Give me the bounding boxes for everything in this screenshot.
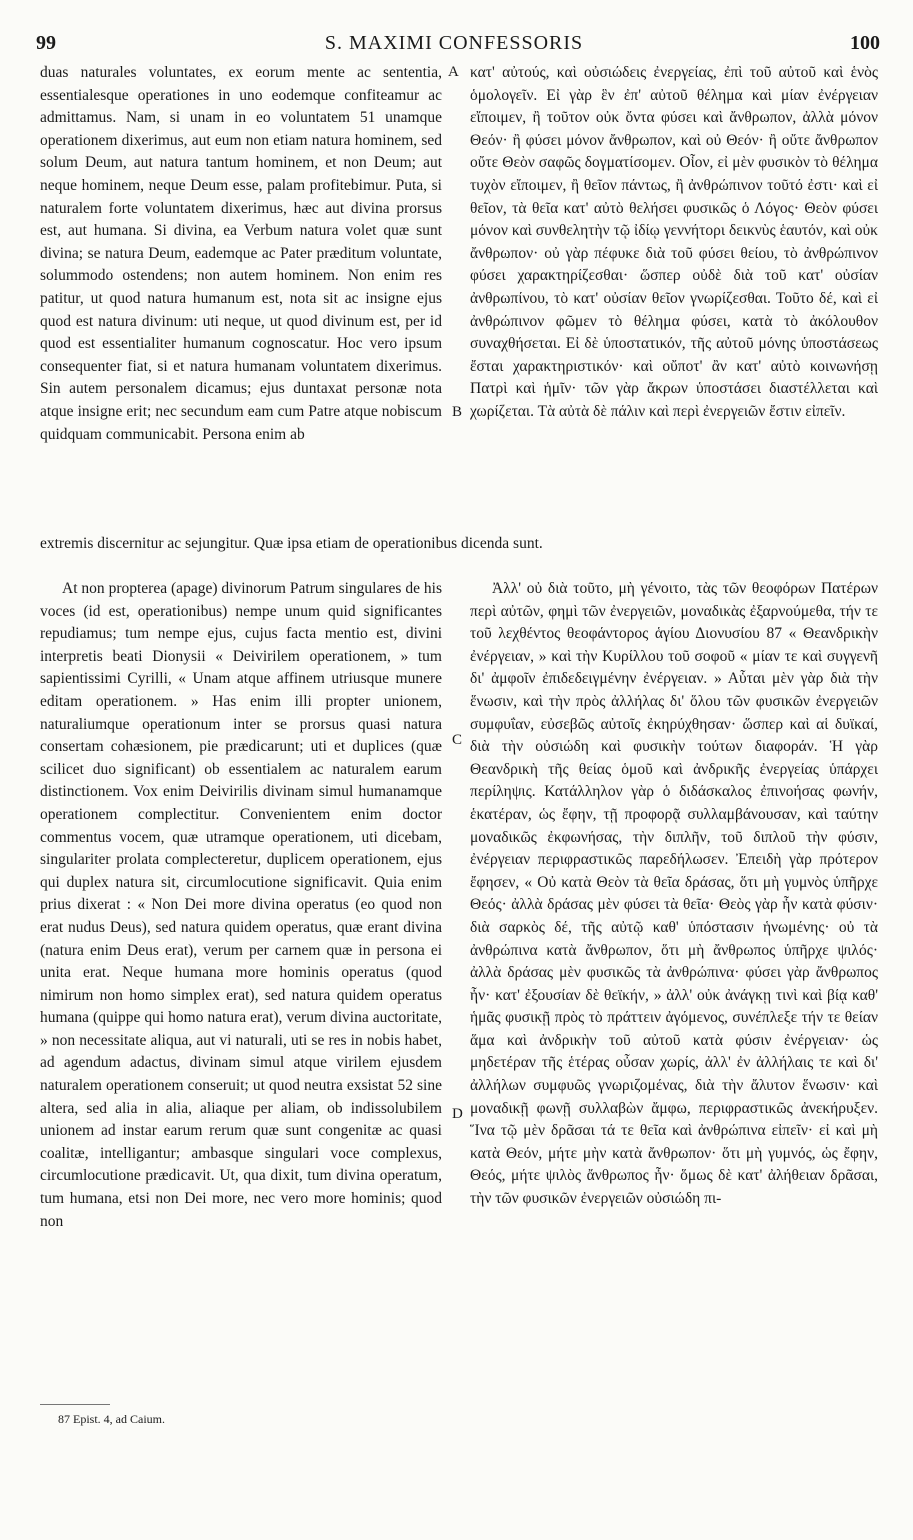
page-header	[28, 26, 880, 56]
greek-paragraph-1: κατ' αὐτούς, καὶ οὐσιώδεις ἐνεργείας, ἐπὶ τοῦ αὐτοῦ καὶ ἑνὸς ὁμολογεῖν. Εἰ γὰρ ἓν ἐπ' αὐτοῦ θέλημα καὶ μίαν ἐνέργειαν εἴποιμεν, ἢ τοῦτον οὐκ ὄντα φύσει καὶ ἄνθρωπον, ἀλλὰ μόνον Θεόν· ἢ φύσει μόνον ἄνθρωπον, καὶ οὐ Θεόν· ἢ οὔτε ἄνθρωπον οὔτε Θεὸν σαφῶς δογματίσομεν. Οἷον, εἰ μὲν φυσικὸν τὸ θέλημα τυχὸν εἴποιμεν, ἢ θεῖον πάντως, ἢ ἀνθρώπινον τοῦτό ἐστι· καὶ εἰ θεῖον, τὰ θεῖα κατ' αὐτὸ θελήσει φυσικῶς ὁ Λόγος· Θεὸν φύσει μόνον καὶ συνθελητὴν τῷ ἰδίῳ γεννήτορι δεικνὺς ἑαυτόν, καὶ οὐκ ἄνθρωπον· οὐ γὰρ πέφυκε διὰ τοῦ φύσει θείου, τὸ ἀνθρώπινον φύσει χαρακτηρίζεσθαι· ὥσπερ οὐδὲ διὰ τοῦ κατ' οὐσίαν ἀνθρωπίνου, τὸ κατ' οὐσίαν θεῖον γνωρίζεσθαι. Τοῦτο δέ, καὶ εἰ ἀνθρώπινον φῶμεν τὸ θέλημα φύσει, κατὰ τὸ ἀκόλουθον συναχθήσεται. Εἰ δὲ ὑποστατικόν, τῆς αὐτοῦ μόνης ὑποστάσεως ἔσται χαρακτηριστικόν· καὶ οὔποτ' ἂν κατ' αὐτὸ κοινωνήσῃ Πατρὶ καὶ ἡμῖν· τῶν γὰρ ἄκρων ὑποστάσει διαστέλλεται καὶ χωρίζεται. Τὰ αὐτὰ δὲ πάλιν καὶ περὶ ἐνεργειῶν ἔστιν εἰπεῖν.	[470, 64, 878, 420]
greek-column-bottom	[470, 578, 878, 1211]
footnote: 87 Epist. 4, ad Caium.	[58, 1412, 165, 1426]
greek-column-top	[470, 62, 878, 424]
margin-mark-b: B	[452, 404, 463, 420]
latin-bridge-text: extremis discernitur ac sejungitur. Quæ ipsa etiam de operationibus dicenda sunt.	[40, 535, 543, 552]
running-title: S. MAXIMI CONFESSORIS	[324, 32, 584, 54]
page-number-left: 99	[36, 32, 56, 54]
margin-mark-d: D	[452, 1106, 463, 1122]
footnote-rule	[40, 1404, 110, 1405]
latin-paragraph-2: At non propterea (apage) divinorum Patrum singulares de his voces (id est, operationibus) nempe unum quid significantes repudiamus; tum nempe ejus, cujus facta mentio est, divini interpretis beati Dionysii « Deivirilem operationem, » tum sapientissimi Cyrilli, « Unam atque affinem utriusque munere editam operationem. » Has enim illi propter unionem, naturaliumque operationum inter se prorsus quasi natura consertam cohæsionem, pie prædicarunt; uti et duplices (quæ scilicet duo significant) ob essentialem ac naturalem earum distinctionem. Vox enim Deivirilis divinam simul humanamque operationem complectitur. Convenientem enim doctor commentus vocem, quæ utramque operationem, uti dicebam, singulariter prolata complecteretur, duplicem operationem, ejus qui duplex natura sit, circumlocutione significavit. Quia enim prius dixerat : « Non Dei more divina operatus (eo quod non erat nudus Deus), sed natura quidem operatus, quæ erant divina (natura enim Deus erat), verum per carnem quæ in persona ei unita erat. Neque humana more hominis operatus (quod nimirum non homo simplex erat), sed natura quidem operatus humana (quippe qui homo natura erat), verum divina auctoritate, » non necessitate aliqua, aut vi naturali, uti se res in nobis habet, ad agendum adactus, divinam simul atque virilem ejusdem naturalem operationem conseruit; ut quod neutra exsistat 52 sine altera, sed alia in alia, aliaque per aliam, ob indissolubilem unionem ad instar earum rerum quæ sunt congenitæ ac quasi coalitæ, intelligantur; ambasque singulari voce complexus, circumlocutione prædicavit. Ut, qua dixit, tum divina operatum, tum humana, etsi non Dei more, nec vero more hominis; quod non	[40, 580, 442, 1230]
page-number-right: 100	[850, 32, 880, 54]
margin-mark-c: C	[452, 732, 463, 748]
latin-bridge-line	[40, 533, 880, 556]
margin-mark-a: A	[448, 64, 459, 80]
latin-column-top	[40, 62, 442, 446]
latin-column-bottom	[40, 578, 442, 1233]
greek-paragraph-2: Ἀλλ' οὐ διὰ τοῦτο, μὴ γένοιτο, τὰς τῶν θεοφόρων Πατέρων περὶ αὐτῶν, φημὶ τῶν ἐνεργειῶν, μοναδικὰς ἐξαρνούμεθα, τήν τε τοῦ λεχθέντος θεοφάντορος ἁγίου Διονυσίου 87 « Θεανδρικὴν ἐνέργειαν, » καὶ τὴν Κυρίλλου τοῦ σοφοῦ « μίαν τε καὶ συγγενῆ δι' ἀμφοῖν ἐπιδεδειγμένην ἐνέργειαν. » Αὗται μὲν γὰρ διὰ τὴν ἕνωσιν, καὶ τὴν πρὸς ἀλλήλας δι' ὅλου τῶν φυσικῶν ἐνεργειῶν συμφυΐαν, εὐσεβῶς αὐτοῖς ἐκηρύχθησαν· ὥσπερ καὶ αἱ δυϊκαί, διὰ τὴν οὐσιώδη καὶ φυσικὴν τούτων διαφοράν. Ἡ γὰρ Θεανδρικὴ τῆς θείας ὁμοῦ καὶ ἀνδρικῆς ἐνεργείας ὑπάρχει περίληψις. Κατάλληλον γὰρ ὁ διδάσκαλος ἐπινοήσας φωνήν, ἑκατέραν, ὡς ἔφην, τῇ προφορᾷ συλλαμβάνουσαν, καὶ ταύτην μοναδικῶς ἐκφωνήσας, τὴν διπλῆν, τοῦ διπλοῦ τὴν φύσιν, ἐνέργειαν περιφραστικῶς παρεδήλωσεν. Ἐπειδὴ γὰρ πρότερον ἔφησεν, « Οὐ κατὰ Θεὸν τὰ θεῖα δράσας, ὅτι μὴ γυμνὸς ὑπῆρχε Θεός· ἀλλὰ δράσας μὲν φύσει τὰ θεῖα· Θεὸς γὰρ ἦν κατὰ φύσιν· διὰ σαρκὸς δέ, τῆς αὐτῷ καθ' ὑπόστασιν ἡνωμένης· οὐ τὰ ἀνθρώπινα κατὰ ἄνθρωπον, ὅτι μὴ ἄνθρωπος ὑπῆρχε ψιλός· ἀλλὰ δράσας μὲν φυσικῶς τὰ ἀνθρώπινα· φύσει γὰρ ἄνθρωπος ἦν· κατ' ἐξουσίαν δὲ θεϊκήν, » ἀλλ' οὐκ ἀνάγκῃ τινὶ καὶ βίᾳ καθ' ἡμᾶς φυσικῇ πρὸς τὸ πράττειν ἀγόμενος, συνέπλεξε τήν τε θείαν ἅμα καὶ ἀνδρικὴν τοῦ αὐτοῦ κατὰ φύσιν ἐνέργειαν· ὡς μηδετέραν τῆς ἑτέρας οὖσαν χωρίς, ἀλλ' ἐν ἀλλήλαις τε καὶ δι' ἀλλήλων συμφυῶς γνωριζομένας, διὰ τὴν ἄλυτον ἕνωσιν· καὶ μοναδικῇ φωνῇ συλλαβὼν ἄμφω, περιφραστικῶς ἀνεκήρυξεν. Ἵνα τῷ μὲν δρᾶσαι τά τε θεῖα καὶ ἀνθρώπινα εἰπεῖν· εἰ καὶ μὴ κατὰ Θεόν, μήτε μὴν κατὰ ἄνθρωπον· ὅτι μὴ γυμνός, ὡς ἔφην, Θεός, μήτε ψιλὸς ἄνθρωπος ἦν· ὅμως δὲ κατ' ἀλήθειαν δρᾶσαι, τὴν τῶν φυσικῶν ἐνεργειῶν οὐσιώδη πι-	[470, 580, 878, 1208]
latin-paragraph-1: duas naturales voluntates, ex eorum mente ac sententia, essentialesque operationes in uno eodemque confiteamur ac admittamus. Nam, si unam in eo voluntatem 51 unamque operationem dixerimus, aut eum non etiam natura hominem, sed solum Deum, aut natura tantum hominem, et non Deum; aut neque hominem, neque Deum esse, palam profitebimur. Puta, si naturalem forte voluntatem dixerimus, hæc aut divina prorsus est, aut humana. Si divina, ea Verbum natura volet quæ sunt divina; se natura Deum, eademque ac Pater præditum voluntate, solummodo ostendens; non autem hominem. Non enim res patitur, ut quod natura humanum est, nota sit ac insigne ejus quod est natura divinum: uti neque, ut quod divinum est, per id quod est essentialiter humanum cognoscatur. Hoc vero ipsum consequenter fiat, si et natura humanam voluntatem dixerimus. Sin autem personalem dicamus; ejus duntaxat personæ nota atque insigne erit; nec secundum eam cum Patre atque nobiscum quidquam communicabit. Persona enim ab	[40, 64, 442, 443]
